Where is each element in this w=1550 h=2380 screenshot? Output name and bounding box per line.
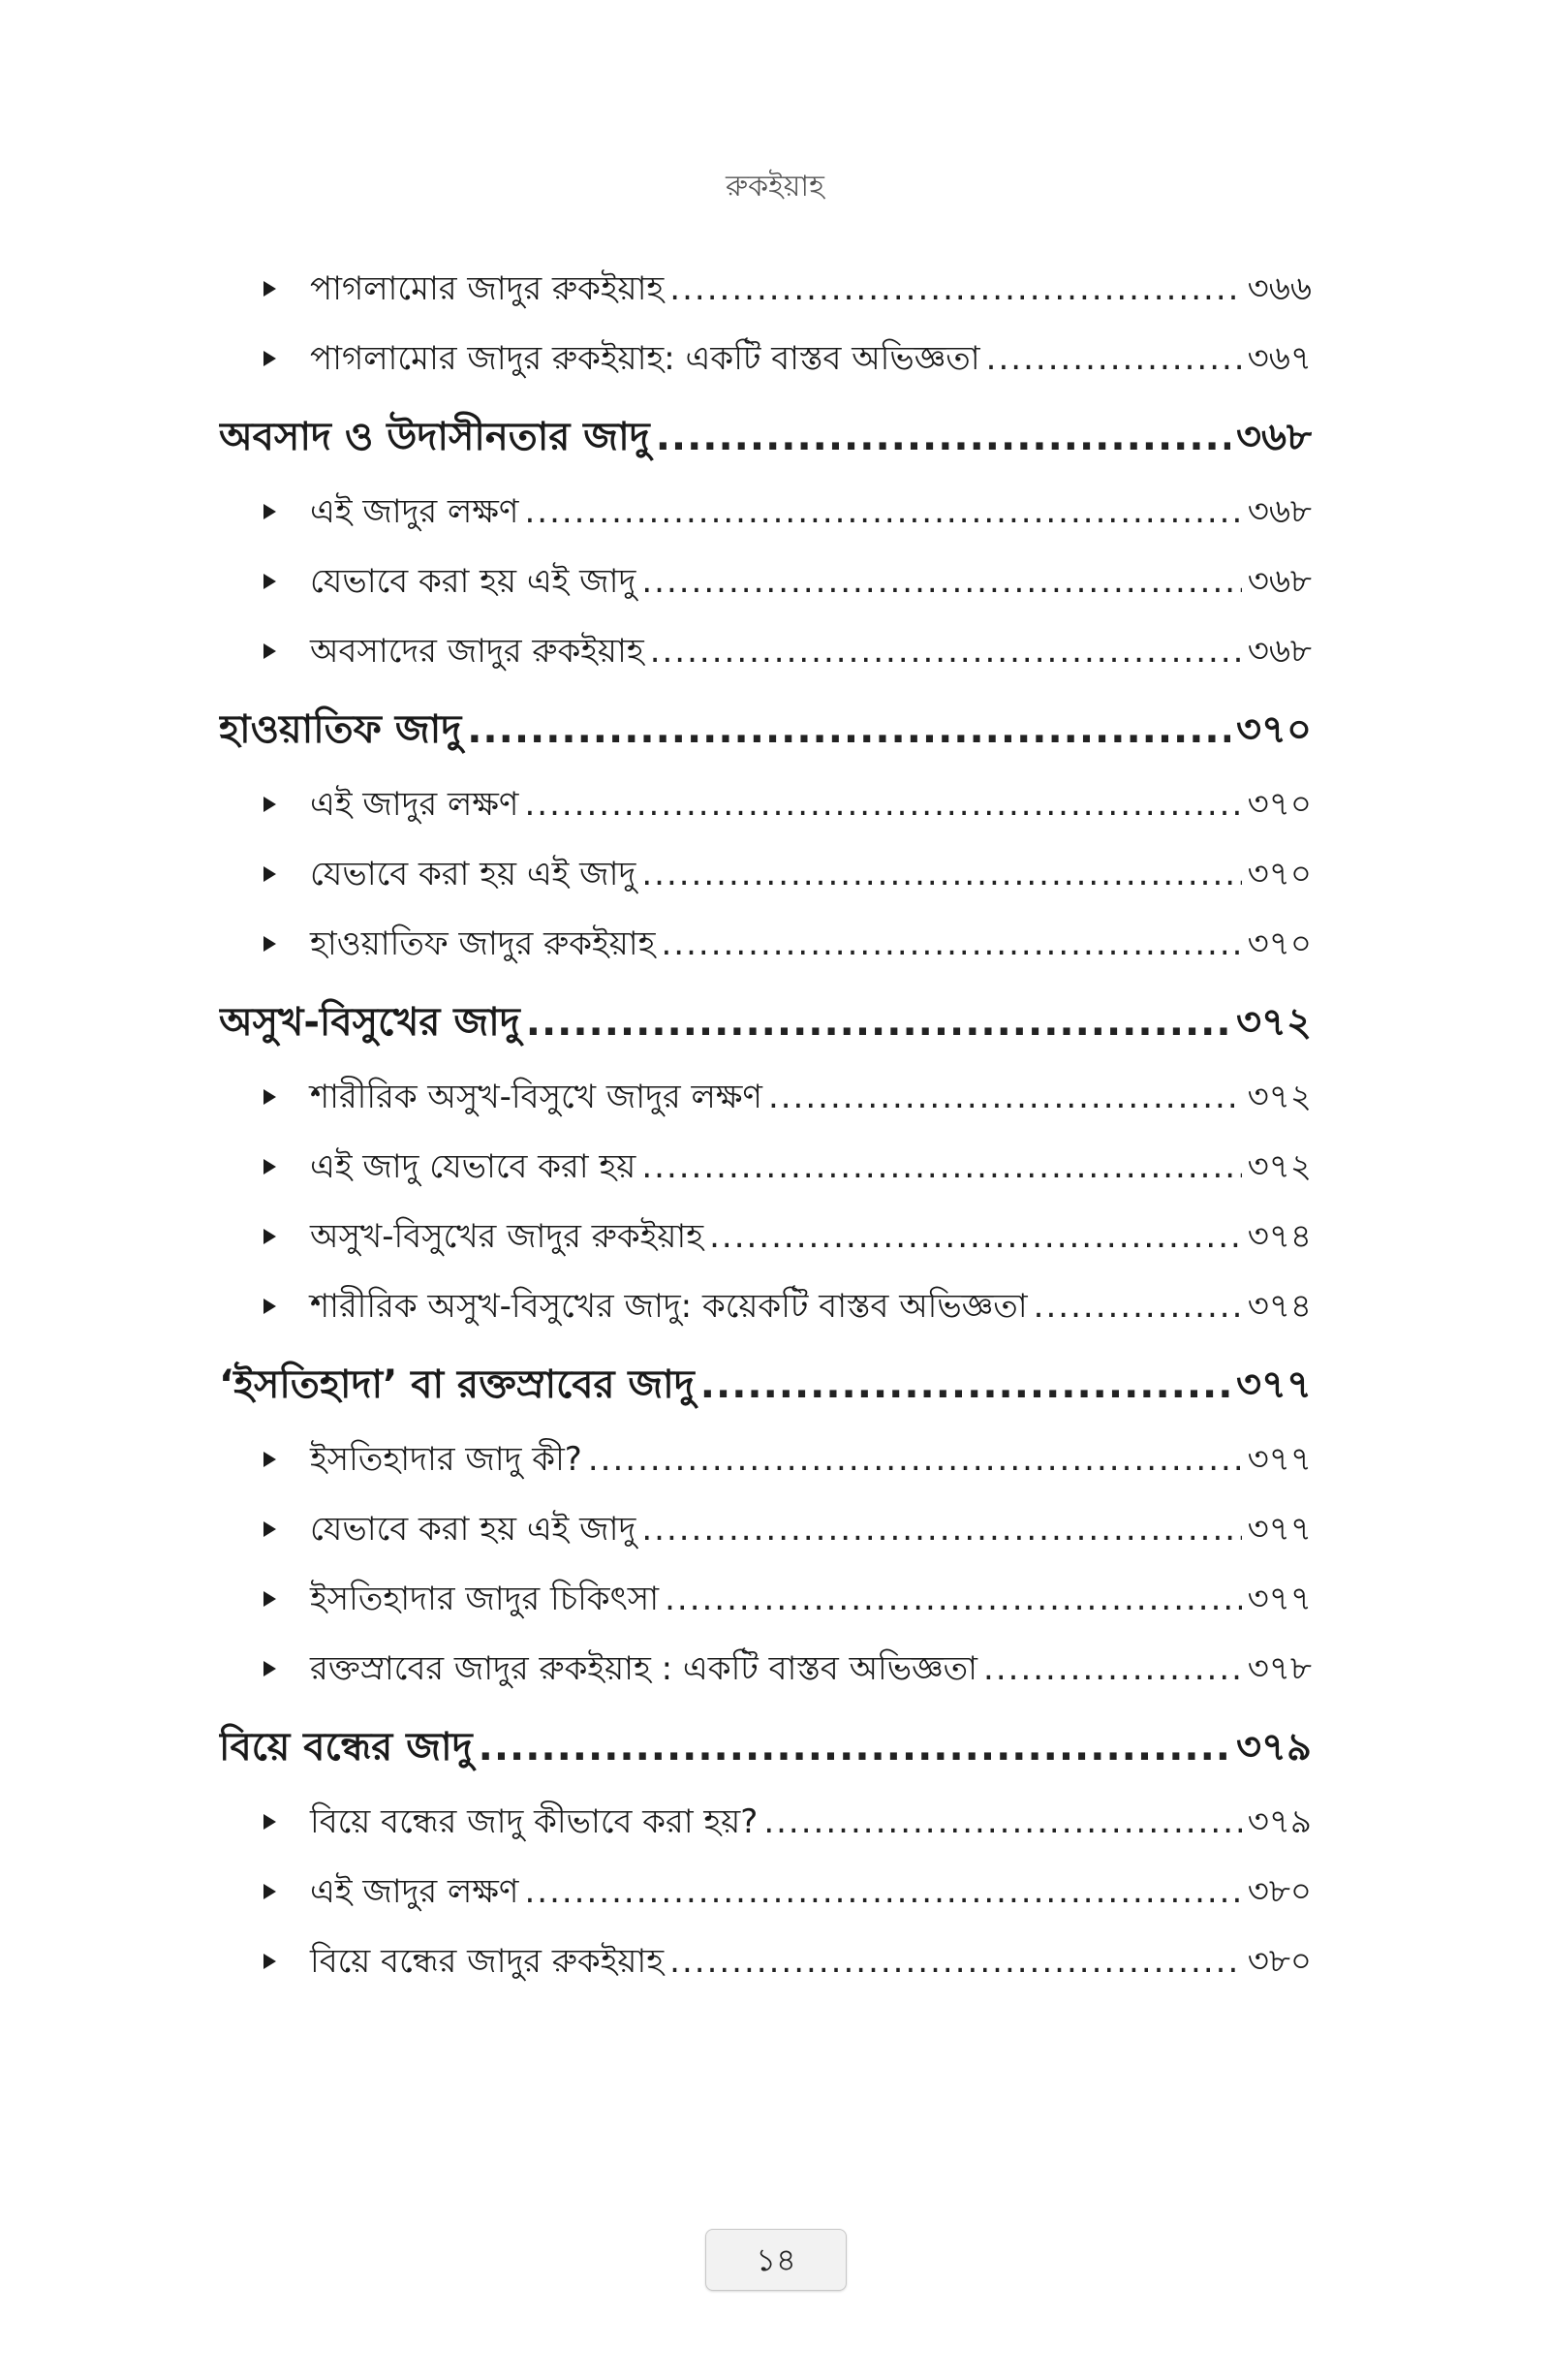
toc-entry-title: বিয়ে বন্ধের জাদু	[219, 1725, 473, 1769]
dot-leader	[669, 254, 1241, 324]
toc-entry-page: ৩৭৭	[1247, 1440, 1312, 1479]
toc-entry-page: ৩৭৭	[1247, 1580, 1312, 1618]
dot-leader	[641, 839, 1241, 909]
dot-leader	[641, 1132, 1241, 1202]
dot-leader	[709, 1202, 1242, 1271]
triangle-bullet-icon	[264, 1299, 276, 1314]
triangle-bullet-icon	[264, 1159, 276, 1174]
toc-entry-page: ৩৭২	[1247, 1078, 1312, 1116]
toc-subentry[interactable]	[219, 1062, 1312, 1132]
dot-leader	[656, 397, 1230, 477]
toc-entry-title: রক্তস্রাবের জাদুর রুকইয়াহ : একটি বাস্তব অভিজ্ঞতা	[310, 1649, 978, 1688]
dot-leader	[524, 1857, 1241, 1926]
toc-entry-page: ৩৮০	[1247, 1872, 1312, 1911]
toc-entry-page: ৩৬৬	[1247, 269, 1312, 308]
toc-entry-title: এই জাদু যেভাবে করা হয়	[310, 1147, 636, 1186]
dot-leader	[467, 690, 1230, 769]
toc-entry-title: অসুখ-বিসুখের জাদু	[219, 1000, 520, 1045]
toc-entry-page: ৩৭২	[1235, 1000, 1312, 1045]
toc-entry-page: ৩৭০	[1247, 855, 1312, 893]
triangle-bullet-icon	[264, 1452, 276, 1467]
toc-entry-title: হাওয়াতিফ জাদুর রুকইয়াহ	[310, 924, 656, 963]
toc-subentry[interactable]	[219, 1787, 1312, 1857]
toc-entry-page: ৩৬৭	[1247, 339, 1312, 378]
toc-entry-page: ৩৭৯	[1247, 1802, 1312, 1841]
dot-leader	[524, 769, 1241, 839]
triangle-bullet-icon	[264, 1229, 276, 1244]
dot-leader	[526, 983, 1230, 1062]
toc-entry-title: পাগলামোর জাদুর রুকইয়াহ	[310, 269, 665, 308]
toc-entry-page: ৩৭৪	[1247, 1287, 1312, 1326]
toc-entry-page: ৩৭৪	[1247, 1217, 1312, 1256]
toc-subentry[interactable]	[219, 1857, 1312, 1926]
toc-entry-page: ৩৬৮	[1247, 562, 1312, 601]
dot-leader	[700, 1345, 1230, 1425]
toc-entry-page: ৩৮০	[1247, 1942, 1312, 1981]
dot-leader	[588, 1425, 1242, 1494]
triangle-bullet-icon	[264, 936, 276, 952]
toc-section-entry[interactable]	[219, 1707, 1312, 1787]
triangle-bullet-icon	[264, 866, 276, 882]
toc-entry-page: ৩৬৮	[1247, 632, 1312, 671]
toc-subentry[interactable]	[219, 769, 1312, 839]
dot-leader	[665, 1564, 1242, 1634]
toc-entry-title: যেভাবে করা হয় এই জাদু	[310, 1510, 636, 1549]
triangle-bullet-icon	[264, 574, 276, 589]
toc-subentry[interactable]	[219, 1425, 1312, 1494]
toc-section-entry[interactable]	[219, 397, 1312, 477]
triangle-bullet-icon	[264, 1089, 276, 1105]
triangle-bullet-icon	[264, 281, 276, 297]
dot-leader	[983, 1634, 1242, 1704]
dot-leader	[669, 1926, 1242, 1996]
toc-entry-title: শারীরিক অসুখ-বিসুখে জাদুর লক্ষণ	[310, 1078, 762, 1116]
toc-entry-title: যেভাবে করা হয় এই জাদু	[310, 562, 636, 601]
triangle-bullet-icon	[264, 1814, 276, 1830]
toc-entry-page: ৩৭৯	[1236, 1725, 1312, 1769]
toc-subentry[interactable]	[219, 1634, 1312, 1704]
triangle-bullet-icon	[264, 504, 276, 519]
toc-section-entry[interactable]	[219, 983, 1312, 1062]
toc-entry-page: ৩৭০	[1247, 924, 1312, 963]
toc-entry-title: এই জাদুর লক্ষণ	[310, 492, 519, 531]
toc-subentry[interactable]	[219, 1926, 1312, 1996]
toc-entry-page: ৩৬৮	[1236, 415, 1312, 459]
dot-leader	[763, 1787, 1241, 1857]
toc-subentry[interactable]	[219, 616, 1312, 686]
toc-entry-title: এই জাদুর লক্ষণ	[310, 1872, 519, 1911]
triangle-bullet-icon	[264, 1591, 276, 1607]
toc-entry-title: ইসতিহাদার জাদুর চিকিৎসা	[310, 1580, 660, 1618]
toc-subentry[interactable]	[219, 1132, 1312, 1202]
dot-leader	[986, 324, 1242, 393]
toc-entry-page: ৩৬৮	[1247, 492, 1312, 531]
dot-leader	[479, 1707, 1230, 1787]
toc-subentry[interactable]	[219, 477, 1312, 547]
triangle-bullet-icon	[264, 797, 276, 812]
toc-entry-title: অসুখ-বিসুখের জাদুর রুকইয়াহ	[310, 1217, 704, 1256]
triangle-bullet-icon	[264, 1884, 276, 1899]
toc-subentry[interactable]	[219, 547, 1312, 616]
toc-subentry[interactable]	[219, 909, 1312, 979]
dot-leader	[641, 547, 1241, 616]
triangle-bullet-icon	[264, 643, 276, 659]
table-of-contents	[219, 254, 1312, 1996]
toc-section-entry[interactable]	[219, 690, 1312, 769]
toc-entry-page: ৩৭০	[1235, 707, 1312, 752]
toc-subentry[interactable]	[219, 839, 1312, 909]
toc-subentry[interactable]	[219, 1202, 1312, 1271]
toc-entry-page: ৩৭৭	[1235, 1362, 1312, 1407]
toc-entry-title: পাগলামোর জাদুর রুকইয়াহ: একটি বাস্তব অভিজ্ঞতা	[310, 339, 980, 378]
toc-section-entry[interactable]	[219, 1345, 1312, 1425]
dot-leader	[641, 1494, 1241, 1564]
triangle-bullet-icon	[264, 1521, 276, 1537]
dot-leader	[1034, 1271, 1242, 1341]
dot-leader	[650, 616, 1242, 686]
toc-entry-title: অবসাদ ও উদাসীনতার জাদু	[219, 415, 650, 459]
toc-subentry[interactable]	[219, 324, 1312, 393]
toc-subentry[interactable]	[219, 1271, 1312, 1341]
toc-entry-page: ৩৭৮	[1247, 1649, 1312, 1688]
toc-entry-title: বিয়ে বন্ধের জাদু কীভাবে করা হয়?	[310, 1802, 759, 1841]
toc-entry-title: যেভাবে করা হয় এই জাদু	[310, 855, 636, 893]
page-number: ১৪	[705, 2229, 847, 2291]
toc-entry-title: এই জাদুর লক্ষণ	[310, 785, 519, 824]
toc-entry-page: ৩৭২	[1247, 1147, 1312, 1186]
toc-subentry[interactable]	[219, 254, 1312, 324]
toc-entry-title: হাওয়াতিফ জাদু	[219, 707, 462, 752]
toc-entry-page: ৩৭০	[1247, 785, 1312, 824]
toc-entry-title: বিয়ে বন্ধের জাদুর রুকইয়াহ	[310, 1942, 665, 1981]
triangle-bullet-icon	[264, 1661, 276, 1676]
toc-entry-page: ৩৭৭	[1247, 1510, 1312, 1549]
running-header: রুকইয়াহ	[726, 170, 824, 204]
toc-subentry[interactable]	[219, 1494, 1312, 1564]
triangle-bullet-icon	[264, 351, 276, 366]
triangle-bullet-icon	[264, 1954, 276, 1969]
toc-entry-title: ‘ইসতিহাদা’ বা রক্তস্রাবের জাদু	[219, 1362, 695, 1407]
dot-leader	[768, 1062, 1242, 1132]
toc-entry-title: অবসাদের জাদুর রুকইয়াহ	[310, 632, 644, 671]
dot-leader	[524, 477, 1241, 547]
toc-entry-title: শারীরিক অসুখ-বিসুখের জাদু: কয়েকটি বাস্তব অভিজ্ঞতা	[310, 1287, 1028, 1326]
dot-leader	[662, 909, 1242, 979]
toc-subentry[interactable]	[219, 1564, 1312, 1634]
toc-entry-title: ইসতিহাদার জাদু কী?	[310, 1440, 582, 1479]
